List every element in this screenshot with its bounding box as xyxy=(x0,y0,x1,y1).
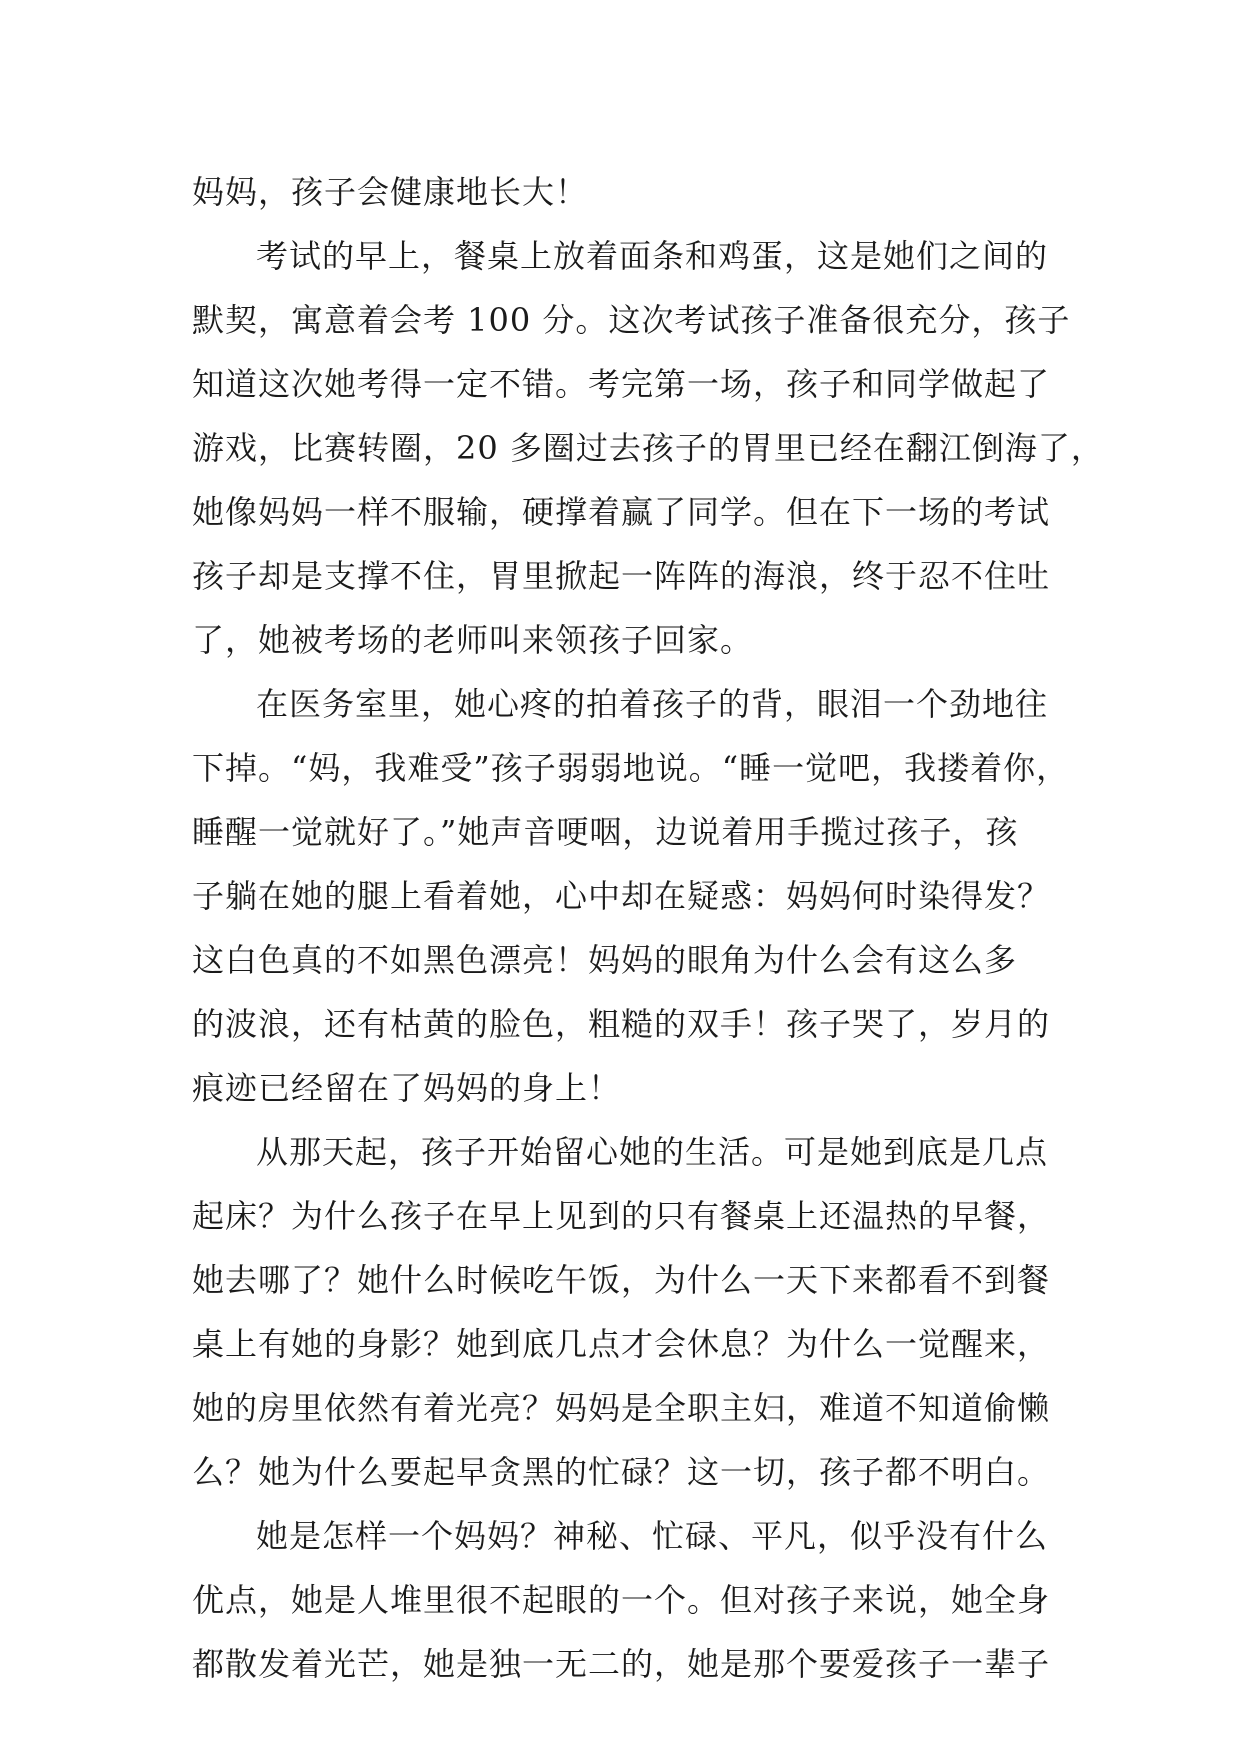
text-line: 她去哪了？她什么时候吃午饭，为什么一天下来都看不到餐 xyxy=(192,1261,1051,1299)
text-line: 痕迹已经留在了妈妈的身上！ xyxy=(192,1069,622,1107)
document-body xyxy=(192,160,1104,1696)
paragraph-first-line: 从那天起，孩子开始留心她的生活。可是她到底是几点 xyxy=(256,1133,1049,1171)
text-line: 的波浪，还有枯黄的脸色，粗糙的双手！孩子哭了，岁月的 xyxy=(192,1005,1051,1043)
text-line: 这白色真的不如黑色漂亮！妈妈的眼角为什么会有这么多 xyxy=(192,941,1018,979)
text-line: 了，她被考场的老师叫来领孩子回家。 xyxy=(192,621,754,659)
text-line: 睡醒一觉就好了。”她声音哽咽，边说着用手揽过孩子，孩 xyxy=(192,813,1019,851)
paragraph-first-line: 在医务室里，她心疼的拍着孩子的背，眼泪一个劲地往 xyxy=(256,685,1049,723)
text-line: 起床？为什么孩子在早上见到的只有餐桌上还温热的早餐， xyxy=(192,1197,1051,1235)
text-line: 么？她为什么要起早贪黑的忙碌？这一切，孩子都不明白。 xyxy=(192,1453,1051,1491)
text-line: 妈妈，孩子会健康地长大！ xyxy=(192,173,589,211)
text-line: 下掉。“妈，我难受”孩子弱弱地说。“睡一觉吧，我搂着你， xyxy=(192,749,1070,787)
text-line: 优点，她是人堆里很不起眼的一个。但对孩子来说，她全身 xyxy=(192,1581,1051,1619)
text-line: 她像妈妈一样不服输，硬撑着赢了同学。但在下一场的考试 xyxy=(192,493,1051,531)
text-line: 桌上有她的身影？她到底几点才会休息？为什么一觉醒来， xyxy=(192,1325,1051,1363)
paragraph-first-line: 考试的早上，餐桌上放着面条和鸡蛋，这是她们之间的 xyxy=(256,237,1049,275)
text-line: 都散发着光芒，她是独一无二的，她是那个要爱孩子一辈子 xyxy=(192,1645,1051,1683)
text-line: 游戏，比赛转圈，20 多圈过去孩子的胃里已经在翻江倒海了， xyxy=(192,429,1104,467)
paragraph-first-line: 她是怎样一个妈妈？神秘、忙碌、平凡，似乎没有什么 xyxy=(256,1517,1049,1555)
text-line: 子躺在她的腿上看着她，心中却在疑惑：妈妈何时染得发？ xyxy=(192,877,1051,915)
text-line: 她的房里依然有着光亮？妈妈是全职主妇，难道不知道偷懒 xyxy=(192,1389,1051,1427)
text-line: 默契，寓意着会考 100 分。这次考试孩子准备很充分，孩子 xyxy=(192,301,1071,339)
text-line: 知道这次她考得一定不错。考完第一场，孩子和同学做起了 xyxy=(192,365,1051,403)
text-line: 孩子却是支撑不住，胃里掀起一阵阵的海浪，终于忍不住吐 xyxy=(192,557,1051,595)
